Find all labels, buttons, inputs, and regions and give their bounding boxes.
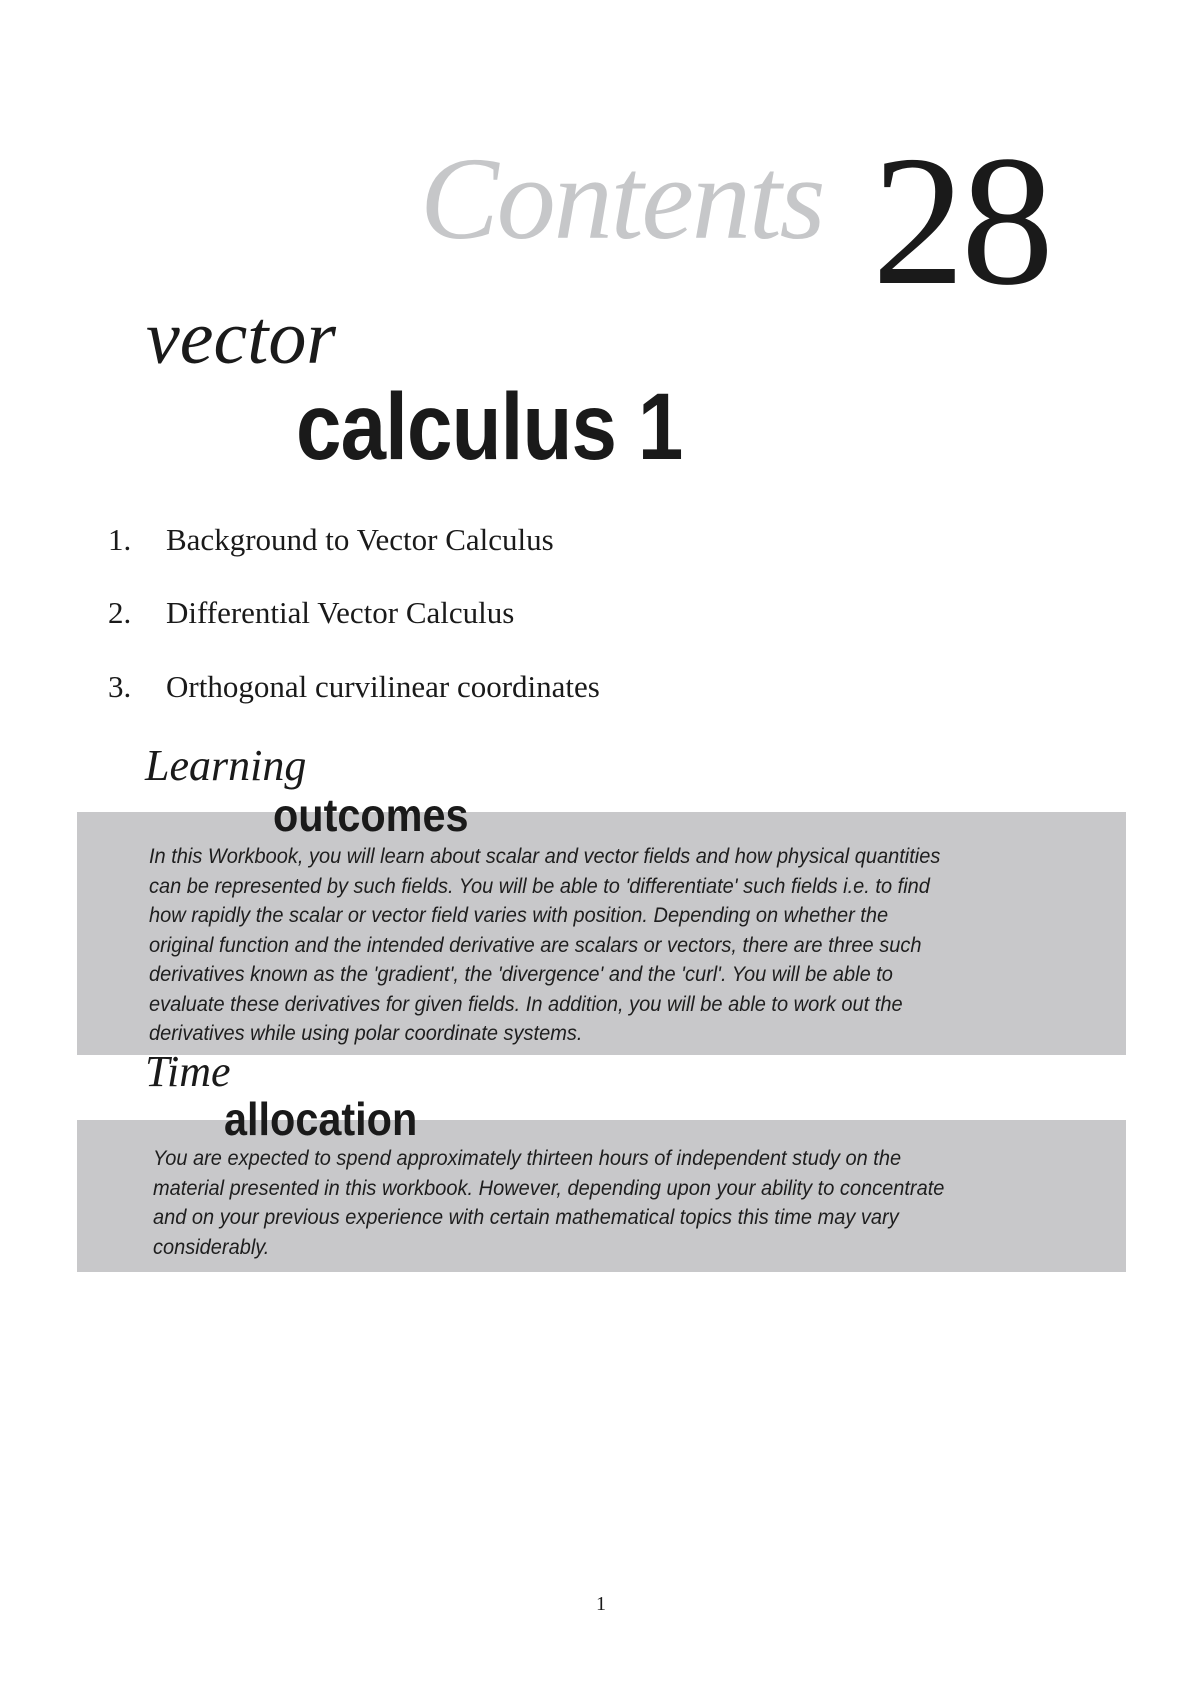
time-allocation-heading-bold: allocation [224,1093,418,1145]
toc-item-title: Background to Vector Calculus [166,522,554,557]
text-line: material presented in this workbook. However, depending upon your ability to concentrate [153,1175,945,1200]
text-line: derivatives while using polar coordinate systems. [149,1021,583,1045]
toc-item-title: Differential Vector Calculus [166,595,515,630]
text-line: evaluate these derivatives for given fields. In addition, you will be able to work out the [149,991,903,1016]
toc-item-number: 2. [108,595,132,630]
toc-item-number: 1. [108,522,132,557]
text-line: original function and the intended derivative are scalars or vectors, there are three such [149,932,922,957]
text-line: considerably. [153,1234,270,1259]
learning-outcomes-heading-bold: outcomes [273,789,469,841]
text-line: You are expected to spend approximately thirteen hours of independent study on the [153,1146,902,1170]
toc-item-number: 3. [108,669,132,704]
title-line-1: vector [146,296,336,380]
text-line: derivatives known as the 'gradient', the 'divergence' and the 'curl'. You will be able to [149,962,893,986]
text-line: how rapidly the scalar or vector field varies with position. Depending on whether the [149,903,889,927]
title-line-2: calculus 1 [296,374,683,480]
toc-item-title: Orthogonal curvilinear coordinates [166,669,600,704]
text-line: In this Workbook, you will learn about scalar and vector fields and how physical quantities [149,844,941,868]
page-number: 1 [596,1593,606,1615]
time-allocation-heading-italic: Time [145,1047,231,1096]
text-line: and on your previous experience with certain mathematical topics this time may vary [153,1205,899,1229]
toc-item[interactable] [0,597,1200,633]
learning-outcomes-heading-italic: Learning [145,741,307,790]
time-allocation-text [153,1144,1004,1262]
toc-item[interactable] [0,671,1200,707]
chapter-number: 28 [872,118,1050,324]
contents-watermark: Contents [420,133,824,264]
text-line: can be represented by such fields. You will be able to 'differentiate' such fields i.e. to find [149,873,930,898]
learning-outcomes-text [149,842,1000,1049]
toc-item[interactable] [0,524,1200,560]
